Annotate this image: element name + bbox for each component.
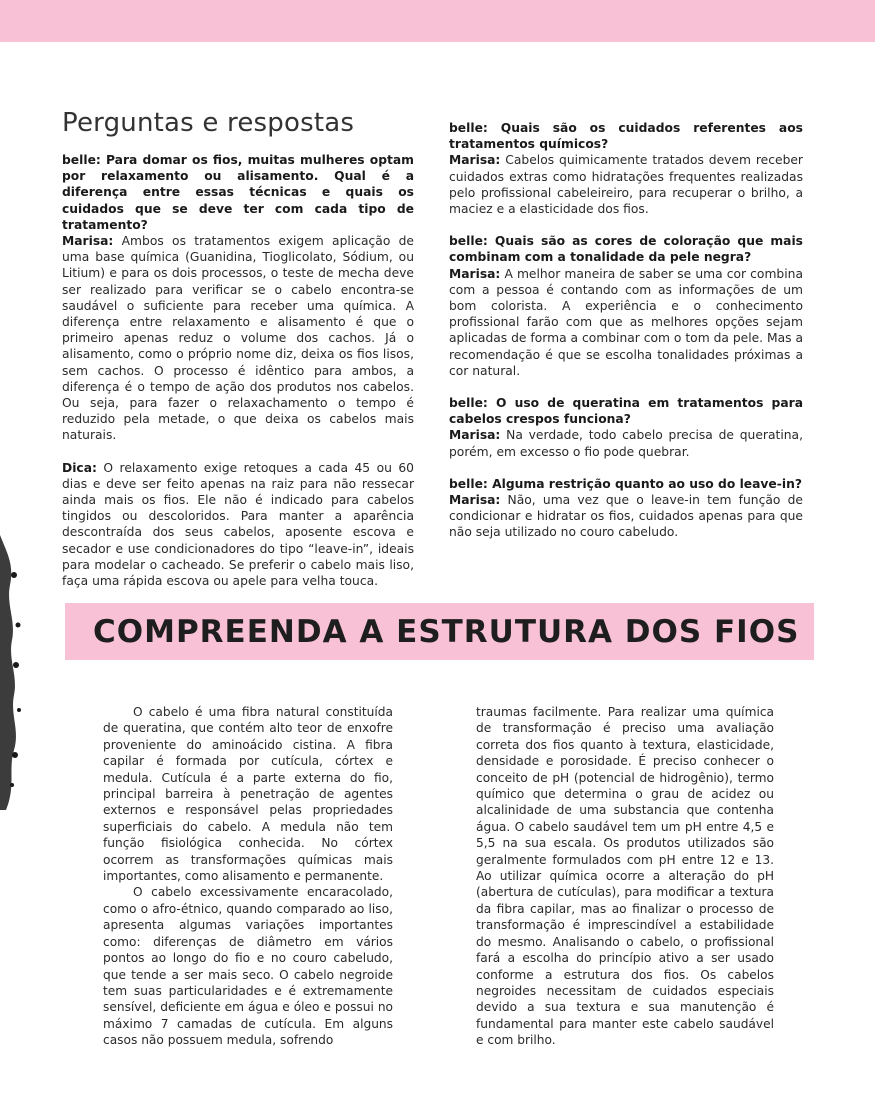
article-paragraph: O cabelo excessivamente encaracolado, como o afro-étnico, quando comparado ao liso, apresenta algumas variações importantes como: diferenças de diâmetro em vários pontos ao longo do fio e no couro cabeludo, que tende a ser mais seco. O cabelo negroide tem suas particularidades e é extremamente sensível, deficiente em água e óleo e possui no máximo 7 camadas de cutícula. Em alguns casos não possuem medula, sofrendo: [103, 885, 393, 1048]
left-qa-column: [62, 152, 414, 589]
qa-item: [449, 233, 803, 379]
decorative-ink-texture: [0, 535, 24, 810]
section-banner: [65, 603, 814, 660]
right-qa-column: [449, 120, 803, 541]
speaker-label: Marisa:: [449, 153, 501, 168]
article-paragraph: O cabelo é uma fibra natural constituída de queratina, que contém alto teor de enxofre proveniente do aminoácido cistina. A fibra capilar é formada por cutícula, córtex e medula. Cutícula é a parte externa do fio, principal barreira à penetração de agentes externos e responsável pelas propriedades superficiais do cabelo. A medula não tem função fisiológica conhecida. No córtex ocorrem as transformações químicas mais importantes, como alisamento e permanente.: [103, 705, 393, 884]
speaker-label: Marisa:: [62, 234, 114, 249]
qa-item: [449, 476, 803, 541]
top-pink-band: [0, 0, 875, 42]
speaker-label: Marisa:: [449, 493, 501, 508]
speaker-label: Marisa:: [449, 428, 501, 443]
article-paragraph: traumas facilmente. Para realizar uma química de transformação é preciso uma avaliação correta dos fios quanto à textura, elasticidade, densidade e porosidade. É preciso conhecer o conceito de pH (potencial de hidrogênio), termo químico que determina o grau de acidez ou alcalinidade de uma substancia que contenha água. O cabelo saudável tem um pH entre 4,5 e 5,5 na sua escala. Os produtos utilizados são geralmente formulados com pH entre 12 e 13. Ao utilizar química ocorre a alteração do pH (abertura de cutículas), para modificar a textura da fibra capilar, mas ao finalizar o processo de transformação é imprescindível a estabilidade do mesmo. Analisando o cabelo, o profissional fará a escolha do princípio ativo a ser usado conforme a estrutura dos fios. Os cabelos negroides necessitam de cuidados especiais devido a sua textura e sua manutenção é fundamental para manter este cabelo saudável e com brilho.: [476, 705, 774, 1048]
qa-item: [449, 395, 803, 460]
article-right-column: [476, 704, 774, 1049]
question-text: belle: Quais são os cuidados referentes aos tratamentos químicos?: [449, 121, 803, 152]
tip-label: Dica:: [62, 460, 97, 475]
tip-text: O relaxamento exige retoques a cada 45 ou 60 dias e deve ser feito apenas na raiz para não ressecar ainda mais os fios. Ele não é indicado para cabelos tingidos ou descoloridos. Para manter a aparência descontraída dos seus cabelos, aposente escova e secador e use condicionadores do tipo “leave-in”, ideais para modelar o cacheado. Se preferir o cabelo mais liso, faça uma rápida escova ou apele para velha touca.: [62, 460, 414, 589]
question-text: belle: Alguma restrição quanto ao uso do leave-in?: [449, 476, 802, 491]
answer-text: Na verdade, todo cabelo precisa de queratina, porém, em excesso o fio pode quebrar.: [449, 428, 803, 459]
tip-item: [62, 460, 414, 590]
answer-text: Ambos os tratamentos exigem aplicação de uma base química (Guanidina, Tioglicolato, Sódium, ou Litium) e para os dois processos, o teste de mecha deve ser realizado para verificar se o cabelo encontra-se saudável o suficiente para receber uma química. A diferença entre relaxamento e alisamento é que o primeiro apenas reduz o volume dos cachos. Já o alisamento, como o próprio nome diz, deixa os fios lisos, sem cachos. O processo é idêntico para ambos, a diferença é o tempo de ação dos produtos nos cabelos. Ou seja, para fazer o relaxachamento o tempo é reduzido pela metade, o que deixa os cabelos mais naturais.: [62, 234, 414, 443]
question-text: belle: Para domar os fios, muitas mulheres optam por relaxamento ou alisamento. Qual é a diferença entre essas técnicas e quais os cuidados que se deve ter com cada tipo de tratamento?: [62, 153, 414, 232]
answer-text: A melhor maneira de saber se uma cor combina com a pessoa é contando com as informações de um bom colorista. A experiência e o conhecimento profissional farão com que as melhores opções sejam aplicadas de forma a combinar com o tom da pele. Mas a recomendação é que se escolha tonalidades próximas a cor natural.: [449, 266, 803, 378]
page-title: Perguntas e respostas: [62, 108, 355, 138]
answer-text: Cabelos quimicamente tratados devem receber cuidados extras como hidratações frequentes realizadas pelo profissional cabeleireiro, para recuperar o brilho, a maciez e a elasticidade dos fios.: [449, 153, 803, 217]
qa-item: [449, 120, 803, 217]
question-text: belle: O uso de queratina em tratamentos para cabelos crespos funciona?: [449, 396, 803, 427]
answer-text: Não, uma vez que o leave-in tem função de condicionar e hidratar os fios, cuidados apenas para que não seja utilizado no couro cabeludo.: [449, 493, 803, 540]
article-left-column: [103, 704, 393, 1049]
question-text: belle: Quais são as cores de coloração que mais combinam com a tonalidade da pele negra?: [449, 234, 803, 265]
qa-item: [62, 152, 414, 444]
section-heading: COMPREENDA A ESTRUTURA DOS FIOS: [93, 614, 800, 650]
speaker-label: Marisa:: [449, 266, 501, 281]
